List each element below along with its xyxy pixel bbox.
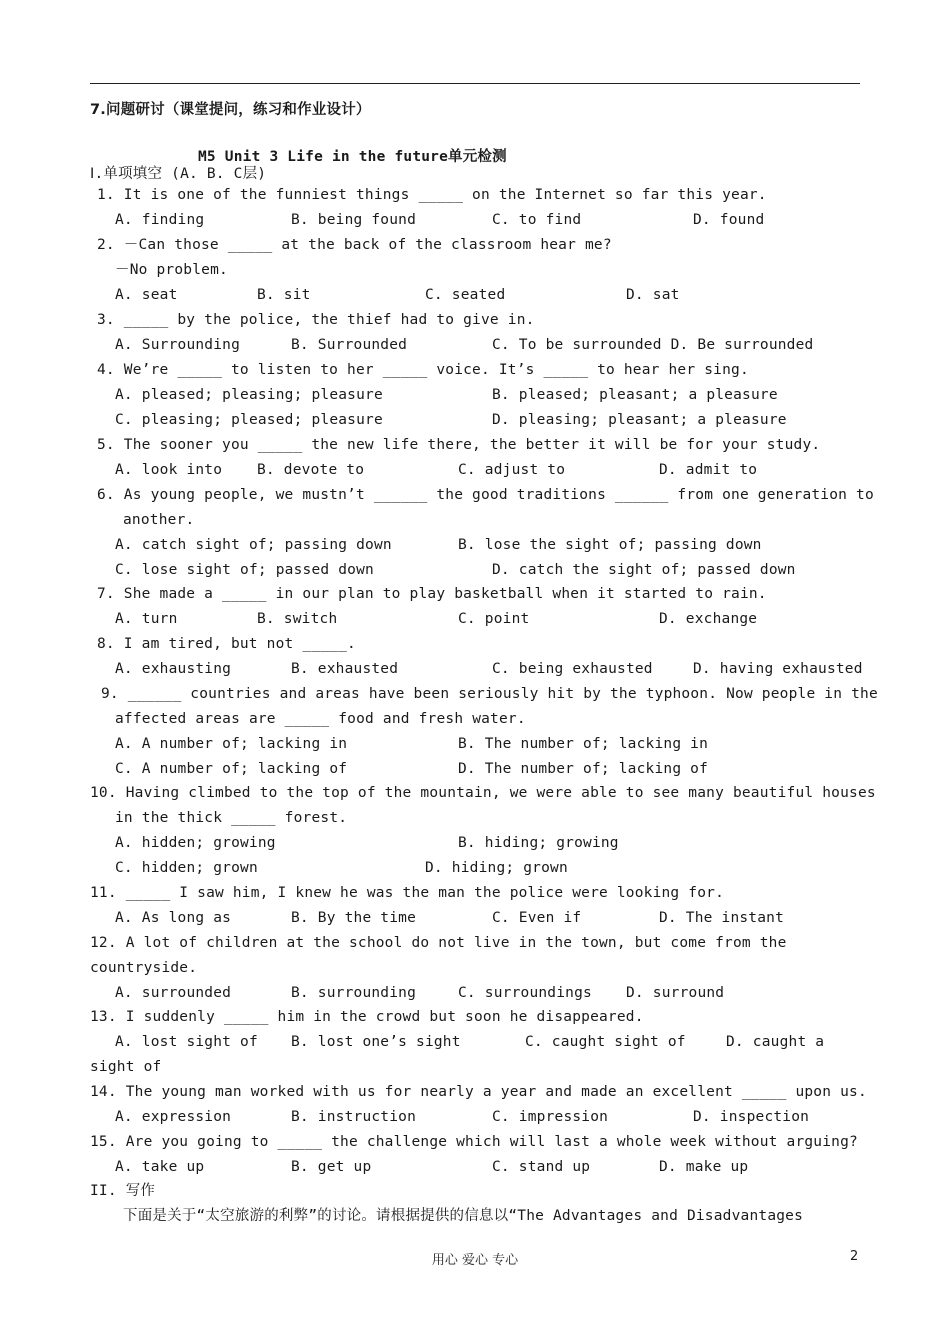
question-stem: 5. The sooner you _____ the new life there, the better it will be for your study. bbox=[97, 437, 821, 453]
option: A. expression bbox=[115, 1109, 232, 1125]
question-stem: 10. Having climbed to the top of the mountain, we were able to see many beautiful houses bbox=[90, 785, 876, 801]
question-stem: 6. As young people, we mustn’t ______ the good traditions ______ from one generation to bbox=[97, 487, 874, 503]
option: C. to find bbox=[492, 212, 582, 228]
option: A. seat bbox=[115, 287, 178, 303]
test-title: M5 Unit 3 Life in the future单元检测 bbox=[198, 149, 507, 165]
option: B. lose the sight of; passing down bbox=[458, 537, 762, 553]
question-stem-continued: －No problem. bbox=[115, 262, 228, 278]
option: C. impression bbox=[492, 1109, 609, 1125]
option: D. exchange bbox=[659, 611, 758, 627]
option: B. sit bbox=[257, 287, 311, 303]
option: D. The instant bbox=[659, 910, 785, 926]
question-stem: 4. We’re _____ to listen to her _____ voice. It’s _____ to hear her sing. bbox=[97, 362, 749, 378]
option: B. instruction bbox=[291, 1109, 417, 1125]
question-stem: 15. Are you going to _____ the challenge which will last a whole week without arguing? bbox=[90, 1134, 858, 1150]
option: D. admit to bbox=[659, 462, 758, 478]
page-number: 2 bbox=[850, 1249, 859, 1264]
option: D. found bbox=[693, 212, 765, 228]
option: B. pleased; pleasant; a pleasure bbox=[492, 387, 778, 403]
option: C. hidden; grown bbox=[115, 860, 258, 876]
option: C. stand up bbox=[492, 1159, 591, 1175]
option: A. pleased; pleasing; pleasure bbox=[115, 387, 383, 403]
option: A. look into bbox=[115, 462, 223, 478]
part2-instructions: 下面是关于“太空旅游的利弊”的讨论。请根据提供的信息以“The Advantages and Disadvantages bbox=[123, 1208, 804, 1224]
option: C. To be surrounded D. Be surrounded bbox=[492, 337, 814, 353]
option: B. get up bbox=[291, 1159, 372, 1175]
option: A. finding bbox=[115, 212, 205, 228]
question-stem: 13. I suddenly _____ him in the crowd but soon he disappeared. bbox=[90, 1009, 644, 1025]
option: D. hiding; grown bbox=[425, 860, 568, 876]
option: B. hiding; growing bbox=[458, 835, 619, 851]
question-stem: 8. I am tired, but not _____. bbox=[97, 636, 356, 652]
question-stem: 14. The young man worked with us for nearly a year and made an excellent _____ upon us. bbox=[90, 1084, 867, 1100]
question-stem: 9. ______ countries and areas have been seriously hit by the typhoon. Now people in the bbox=[101, 686, 878, 702]
option: C. Even if bbox=[492, 910, 582, 926]
question-stem: 1. It is one of the funniest things _____ on the Internet so far this year. bbox=[97, 187, 767, 203]
option: C. point bbox=[458, 611, 530, 627]
option: A. turn bbox=[115, 611, 178, 627]
section-title: 7.问题研讨（课堂提问，练习和作业设计） bbox=[90, 102, 371, 118]
option: B. Surrounded bbox=[291, 337, 408, 353]
option: A. catch sight of; passing down bbox=[115, 537, 392, 553]
option: A. A number of; lacking in bbox=[115, 736, 348, 752]
question-stem-continued: another. bbox=[123, 512, 195, 528]
option: C. lose sight of; passed down bbox=[115, 562, 374, 578]
option: D. caught a bbox=[726, 1034, 825, 1050]
option: B. devote to bbox=[257, 462, 365, 478]
option: C. being exhausted bbox=[492, 661, 653, 677]
option: B. By the time bbox=[291, 910, 417, 926]
option: B. switch bbox=[257, 611, 338, 627]
option: A. take up bbox=[115, 1159, 205, 1175]
option: D. having exhausted bbox=[693, 661, 863, 677]
option: C. surroundings bbox=[458, 985, 592, 1001]
option: D. catch the sight of; passed down bbox=[492, 562, 796, 578]
option: B. exhausted bbox=[291, 661, 399, 677]
option: A. lost sight of bbox=[115, 1034, 258, 1050]
option: B. being found bbox=[291, 212, 417, 228]
option: A. surrounded bbox=[115, 985, 232, 1001]
option: C. pleasing; pleased; pleasure bbox=[115, 412, 383, 428]
question-stem-continued: affected areas are _____ food and fresh water. bbox=[115, 711, 526, 727]
question-stem: 7. She made a _____ in our plan to play basketball when it started to rain. bbox=[97, 586, 767, 602]
option: C. A number of; lacking of bbox=[115, 761, 348, 777]
option: D. sat bbox=[626, 287, 680, 303]
option: B. surrounding bbox=[291, 985, 417, 1001]
question-stem: 2. －Can those _____ at the back of the classroom hear me? bbox=[97, 237, 612, 253]
option: C. caught sight of bbox=[525, 1034, 686, 1050]
option: B. lost one’s sight bbox=[291, 1034, 461, 1050]
option: D. The number of; lacking of bbox=[458, 761, 709, 777]
option: A. exhausting bbox=[115, 661, 232, 677]
option: C. adjust to bbox=[458, 462, 566, 478]
option: C. seated bbox=[425, 287, 506, 303]
footer-text: 用心 爱心 专心 bbox=[431, 1253, 519, 1268]
part1-heading: Ⅰ.单项填空 (A. B. C层) bbox=[90, 166, 267, 182]
option: D. surround bbox=[626, 985, 725, 1001]
option: D. inspection bbox=[693, 1109, 810, 1125]
question-stem: 12. A lot of children at the school do not live in the town, but come from the bbox=[90, 935, 787, 951]
question-stem: 3. _____ by the police, the thief had to give in. bbox=[97, 312, 535, 328]
option: D. make up bbox=[659, 1159, 749, 1175]
option: A. hidden; growing bbox=[115, 835, 276, 851]
option: B. The number of; lacking in bbox=[458, 736, 709, 752]
part2-heading: II. 写作 bbox=[90, 1183, 156, 1199]
header-rule bbox=[90, 83, 860, 84]
option: D. pleasing; pleasant; a pleasure bbox=[492, 412, 787, 428]
question-stem-continued: in the thick _____ forest. bbox=[115, 810, 348, 826]
option: A. As long as bbox=[115, 910, 232, 926]
question-stem-continued: sight of bbox=[90, 1059, 162, 1075]
option: A. Surrounding bbox=[115, 337, 241, 353]
question-stem-continued: countryside. bbox=[90, 960, 198, 976]
question-stem: 11. _____ I saw him, I knew he was the man the police were looking for. bbox=[90, 885, 725, 901]
